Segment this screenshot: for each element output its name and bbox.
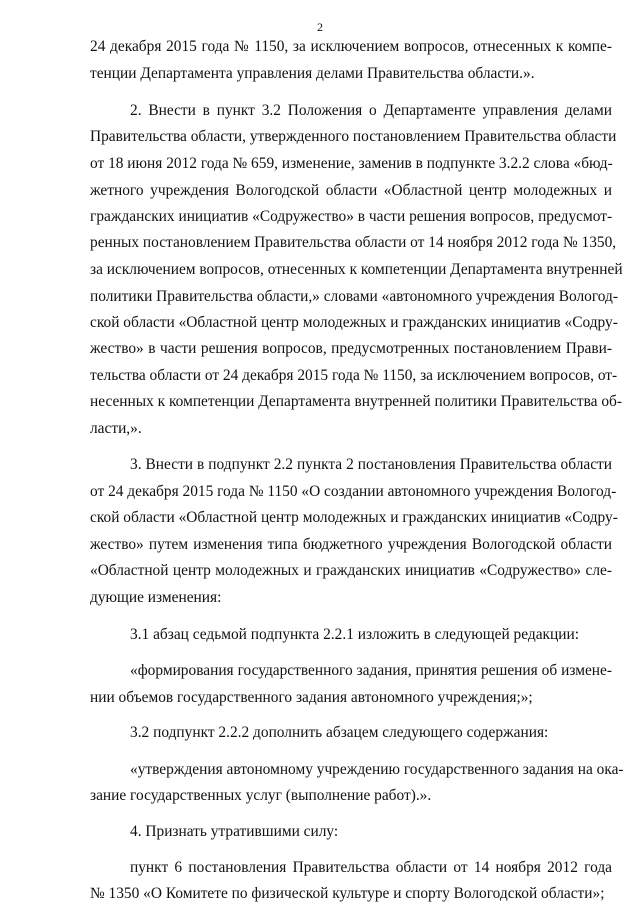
text-line: жество» в части решения вопросов, предусмотренных постановлением Прави- — [90, 340, 612, 357]
text-line: ской области «Областной центр молодежных и гражданских инициатив «Содру- — [90, 509, 618, 526]
text-line: от 24 декабря 2015 года № 1150 «О создании автономного учреждения Вологод- — [90, 483, 617, 500]
text-line: ской области «Областной центр молодежных и гражданских инициатив «Содру- — [90, 314, 618, 331]
text-line: тельства области от 24 декабря 2015 года № 1150, за исключением вопросов, от- — [90, 367, 618, 384]
text-line: пункт 6 постановления Правительства области от 14 ноября 2012 года — [130, 859, 612, 876]
text-line: 3. Внести в подпункт 2.2 пункта 2 постановления Правительства области — [130, 456, 612, 473]
text-line: политики Правительства области,» словами «автономного учреждения Вологод- — [90, 288, 618, 305]
text-line: нии объемов государственного задания автономного учреждения;»; — [90, 689, 533, 706]
text-line: 3.1 абзац седьмой подпункта 2.2.1 изложить в следующей редакции: — [130, 626, 580, 643]
text-line: жетного учреждения Вологодской области «Областной центр молодежных и — [90, 182, 612, 199]
text-line: несенных к компетенции Департамента внутренней политики Правительства об- — [90, 393, 623, 410]
text-line: ренных постановлением Правительства области от 14 ноября 2012 года № 1350, — [90, 234, 617, 251]
text-line: тенции Департамента управления делами Правительства области.». — [90, 65, 535, 82]
text-line: дующие изменения: — [90, 589, 222, 606]
text-line: за исключением вопросов, отнесенных к компетенции Департамента внутренней — [90, 261, 623, 278]
text-line: 2. Внести в пункт 3.2 Положения о Департаменте управления делами — [130, 102, 612, 119]
text-line: № 1350 «О Комитете по физической культуре и спорту Вологодской области»; — [90, 885, 605, 902]
text-line: 3.2 подпункт 2.2.2 дополнить абзацем следующего содержания: — [130, 724, 549, 741]
text-line: гражданских инициатив «Содружество» в части решения вопросов, предусмот- — [90, 208, 613, 225]
page-number: 2 — [317, 20, 323, 34]
text-line: «Областной центр молодежных и гражданских инициатив «Содружество» сле- — [90, 562, 612, 579]
text-line: «утверждения автономному учреждению государственного задания на ока- — [130, 761, 624, 778]
text-line: ласти,». — [90, 420, 142, 437]
text-line: 24 декабря 2015 года № 1150, за исключением вопросов, отнесенных к компе- — [90, 38, 612, 55]
text-line: от 18 июня 2012 года № 659, изменение, заменив в подпункте 3.2.2 слова «бюд- — [90, 155, 613, 172]
text-line: 4. Признать утратившими силу: — [130, 823, 339, 840]
text-line: Правительства области, утвержденного постановлением Правительства области — [90, 128, 617, 145]
text-line: зание государственных услуг (выполнение работ).». — [90, 787, 432, 804]
text-line: «формирования государственного задания, принятия решения об измене- — [130, 662, 612, 679]
text-line: жество» путем изменения типа бюджетного учреждения Вологодской области — [90, 536, 612, 553]
